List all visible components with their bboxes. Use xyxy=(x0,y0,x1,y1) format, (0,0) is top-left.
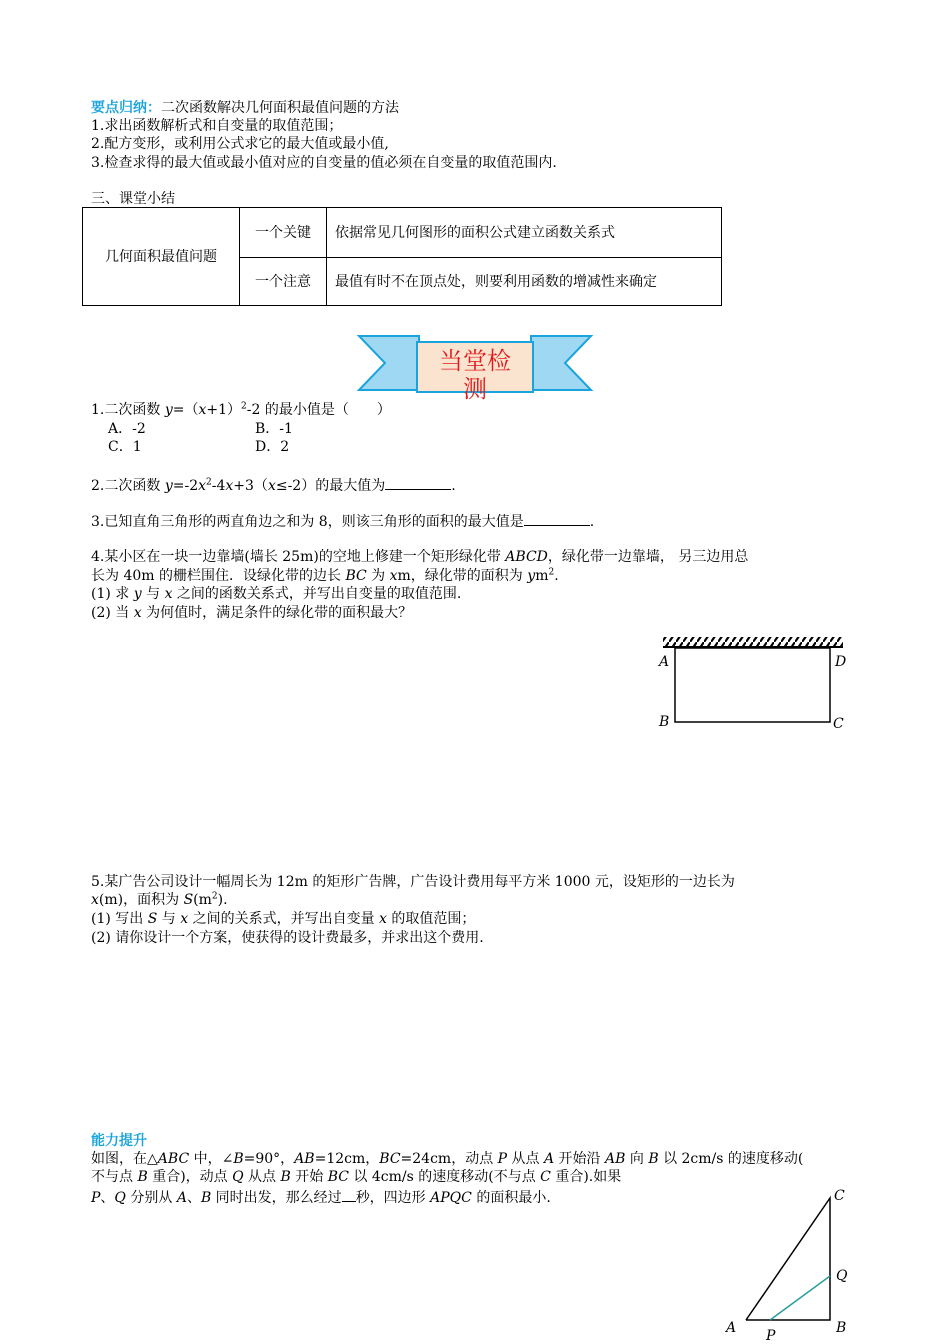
label-b: B xyxy=(836,1320,847,1336)
summary-heading: 要点归纳： xyxy=(91,100,161,116)
answer-blank xyxy=(342,1187,356,1202)
label-c: C xyxy=(834,1188,845,1204)
summary-item-3: 3.检查求得的最大值或最小值对应的自变量的值必须在自变量的取值范围内. xyxy=(91,155,557,171)
question-4-line-1: 4.某小区在一块一边靠墙(墙长 25m)的空地上修建一个矩形绿化带 ABCD，绿化带一边靠墙， 另三边用总 xyxy=(91,549,749,565)
label-p: P xyxy=(766,1328,776,1344)
label-a: A xyxy=(659,654,670,670)
question-5-part-1: (1) 写出 S 与 x 之间的关系式，并写出自变量 x 的取值范围； xyxy=(91,911,476,927)
label-b: B xyxy=(659,714,670,730)
q1-option-b: B．-1 xyxy=(255,421,293,437)
q1-option-c: C．1 xyxy=(108,439,142,455)
label-c: C xyxy=(833,716,844,732)
table-topic: 几何面积最值问题 xyxy=(83,208,240,306)
q1-option-a: A．-2 xyxy=(108,421,146,437)
label-d: D xyxy=(835,654,847,670)
table-row-content: 最值有时不在顶点处，则要利用函数的增减性来确定 xyxy=(327,258,722,306)
summary-table xyxy=(82,207,722,306)
question-1: 1.二次函数 $y=(x+1)^2-2$ 的最小值是（ ） xyxy=(91,401,391,418)
question-5-line-2: x(m)，面积为 $S(m^2)$. xyxy=(91,891,228,908)
ability-line-2: 不与点 B 重合)，动点 Q 从点 B 开始 BC 以 4cm/s 的速度移动(不与点 C 重合).如果 xyxy=(91,1169,622,1185)
triangle-figure xyxy=(720,1180,860,1344)
question-2: 2.二次函数 $y=-2x^2-4x+3(x\le-2)$的最大值为 . xyxy=(91,475,456,495)
question-5-part-2: (2) 请你设计一个方案，使获得的设计费最多，并求出这个费用. xyxy=(91,930,484,946)
section-title: 三、课堂小结 xyxy=(91,191,175,207)
ability-line-3: P、Q 分别从 A、B 同时出发，那么经过 秒，四边形 APQC 的面积最小. xyxy=(91,1187,551,1207)
table-row-label: 一个关键 xyxy=(240,208,327,258)
segment-pq xyxy=(770,1276,830,1320)
answer-blank xyxy=(524,511,590,526)
green-belt-rect xyxy=(675,648,830,722)
table-row-content: 依据常见几何图形的面积公式建立函数关系式 xyxy=(327,208,722,258)
rectangle-figure xyxy=(655,632,855,732)
answer-blank xyxy=(385,475,451,490)
question-3: 3.已知直角三角形的两直角边之和为 8，则该三角形的面积的最大值是 . xyxy=(91,511,594,531)
label-a: A xyxy=(726,1320,737,1336)
wall-hatch xyxy=(663,637,843,647)
summary-heading-line xyxy=(91,99,399,117)
summary-item-1: 1.求出函数解析式和自变量的取值范围； xyxy=(91,118,343,134)
banner-line-2: 测 xyxy=(463,375,487,403)
ability-heading: 能力提升 xyxy=(91,1133,147,1149)
question-4-part-1: (1) 求 y 与 x 之间的函数关系式，并写出自变量的取值范围. xyxy=(91,586,462,602)
table-row-label: 一个注意 xyxy=(240,258,327,306)
banner-title xyxy=(420,347,530,403)
summary-item-2: 2.配方变形，或利用公式求它的最大值或最小值, xyxy=(91,136,389,152)
banner-line-1: 当堂检 xyxy=(439,347,511,375)
summary-heading-rest: 二次函数解决几何面积最值问题的方法 xyxy=(161,100,399,116)
question-4-part-2: (2) 当 x 为何值时，满足条件的绿化带的面积最大？ xyxy=(91,605,413,621)
question-4-line-2: 长为 40m 的栅栏围住．设绿化带的边长 BC 为 xm，绿化带的面积为 $ym^2$. xyxy=(91,567,559,584)
label-q: Q xyxy=(836,1268,848,1284)
triangle-abc xyxy=(746,1198,830,1320)
ability-line-1: 如图，在△ABC 中，∠B=90°，AB=12cm，BC=24cm，动点 P 从点 A 开始沿 AB 向 B 以 2cm/s 的速度移动( xyxy=(91,1151,804,1167)
q1-option-d: D．2 xyxy=(255,439,290,455)
question-5-line-1: 5.某广告公司设计一幅周长为 12m 的矩形广告牌，广告设计费用每平方米 1000 元，设矩形的一边长为 xyxy=(91,874,735,890)
